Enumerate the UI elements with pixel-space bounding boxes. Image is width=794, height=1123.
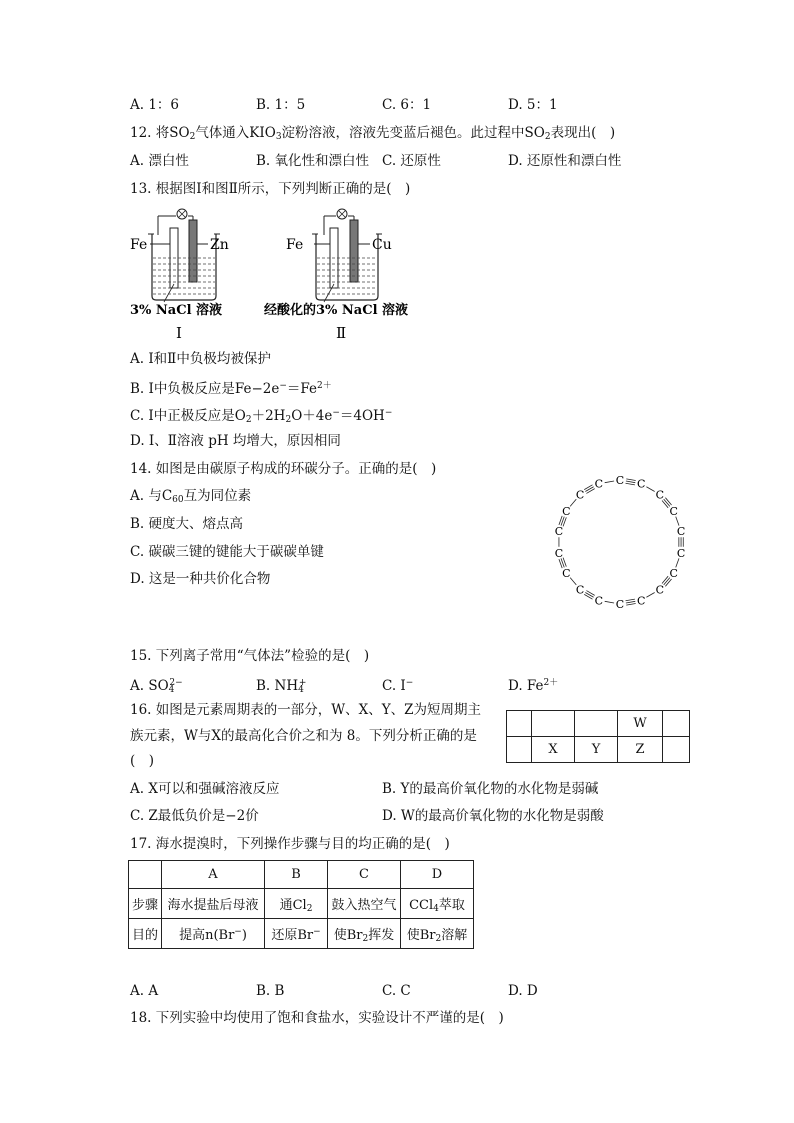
carbon-atom-label: C: [655, 488, 665, 502]
triple-bond: [626, 599, 635, 601]
q17-option-c: C. C: [382, 983, 411, 999]
single-bond: [605, 601, 614, 603]
carbon-atom-label: C: [554, 546, 564, 560]
q12-option-a: A. 漂白性: [130, 153, 189, 169]
periodic-table-fragment: [506, 710, 690, 763]
cell-diagram-1: [130, 209, 229, 342]
q11-option-d: D. 5：1: [508, 97, 558, 113]
electrode-label: Cu: [372, 237, 392, 253]
triple-bond: [662, 576, 668, 583]
q13-option-b: B. Ⅰ中负极反应是$Fe-2e^-=Fe^{2+}$: [130, 381, 332, 397]
table-header-cell: C: [328, 861, 401, 889]
q15-option-d: D. $Fe^{2+}$: [508, 678, 559, 694]
q12-option-c: C. 还原性: [382, 153, 441, 169]
triple-bond: [626, 603, 635, 605]
triple-bond: [665, 579, 671, 586]
carbon-atom-label: C: [575, 488, 585, 502]
q16-stem-line-3: ( ): [130, 753, 155, 769]
carbon-atom-label: C: [575, 583, 585, 597]
table-cell: [507, 711, 532, 737]
table-cell: [663, 711, 690, 737]
carbon-atom-label: C: [669, 505, 678, 518]
table-cell: 使$Br_2$挥发: [328, 919, 401, 949]
table-cell: 还原Br−: [265, 919, 328, 949]
carbon-atom-label: C: [562, 505, 571, 518]
table-cell: 提高n(Br−): [162, 919, 265, 949]
carbon-atom-label: C: [655, 583, 665, 597]
triple-bond: [584, 485, 592, 490]
table-cell: Y: [575, 737, 618, 763]
q15-stem: 15. 下列离子常用“气体法”检验的是( ): [130, 648, 370, 664]
triple-bond: [586, 489, 594, 494]
table-header-cell: B: [265, 861, 328, 889]
q16-option-d: D. W的最高价氧化物的水化物是弱酸: [382, 808, 604, 824]
figure-number: Ⅰ: [176, 324, 182, 342]
q12-option-b: B. 氧化性和漂白性: [256, 153, 370, 169]
cell-diagram-2: [264, 209, 408, 342]
carbon-atom-label: C: [669, 567, 678, 580]
q15-option-a: A. $SO_4^{2-}$: [130, 678, 183, 695]
table-cell: X: [532, 737, 575, 763]
single-bond: [646, 592, 654, 597]
carbon-atom-label: C: [562, 567, 571, 580]
q14-option-b: B. 硬度大、熔点高: [130, 516, 244, 532]
table-cell: Z: [618, 737, 663, 763]
table-header-cell: [129, 861, 162, 889]
triple-bond: [585, 592, 593, 597]
electrode-label: Fe: [286, 237, 304, 253]
q11-option-a: A. 1：6: [130, 97, 180, 113]
triple-bond: [626, 481, 635, 483]
electrode-label: Fe: [130, 237, 148, 253]
q15-option-c: C. I−: [382, 678, 414, 694]
triple-bond: [586, 591, 594, 596]
q14-stem: 14. 如图是由碳原子构成的环碳分子。正确的是( ): [130, 461, 437, 477]
triple-bond: [626, 601, 635, 603]
table-header-cell: A: [162, 861, 265, 889]
single-bond: [646, 487, 654, 492]
triple-bond: [585, 487, 593, 492]
q17-table: [128, 860, 474, 949]
q17-stem: 17. 海水提溴时，下列操作步骤与目的均正确的是( ): [130, 836, 450, 852]
q14-option-d: D. 这是一种共价化合物: [130, 571, 271, 587]
carbon-atom-label: C: [676, 546, 686, 560]
q13-option-c: C. Ⅰ中正极反应是$O_2+2H_2O+4e^-=4OH^-$: [130, 408, 393, 425]
solution-label: 经酸化的3% NaCl 溶液: [264, 303, 409, 318]
single-bond: [605, 481, 614, 483]
q17-option-a: A. A: [130, 983, 159, 999]
q14-option-c: C. 碳碳三键的键能大于碳碳单键: [130, 544, 324, 560]
electrode-label: Zn: [210, 237, 229, 253]
q13-option-a: A. Ⅰ和Ⅱ中负极均被保护: [130, 351, 271, 367]
carbon-atom-label: C: [594, 477, 604, 491]
table-cell: [575, 711, 618, 737]
carbon-atom-label: C: [676, 525, 686, 539]
q18-stem: 18. 下列实验中均使用了饱和食盐水，实验设计不严谨的是( ): [130, 1010, 504, 1026]
q12-option-d: D. 还原性和漂白性: [508, 153, 622, 169]
q16-option-b: B. Y的最高价氧化物的水化物是弱碱: [382, 781, 599, 797]
q16-stem-line-2: 族元素，W与X的最高化合价之和为 8。下列分析正确的是: [130, 728, 477, 744]
triple-bond: [662, 501, 668, 508]
carbon-atom-label: C: [615, 598, 625, 611]
carbon-atom-label: C: [594, 594, 604, 608]
table-cell: 通$Cl_2$: [265, 889, 328, 919]
figure-number: Ⅱ: [336, 324, 347, 342]
table-cell: CCl$_4$萃取: [401, 889, 474, 919]
cyclocarbon-ring-diagram: [540, 462, 700, 622]
q14-option-a: A. 与$C_{60}$互为同位素: [130, 488, 252, 505]
table-cell: [532, 711, 575, 737]
table-header-cell: D: [401, 861, 474, 889]
table-cell: 海水提盐后母液: [162, 889, 265, 919]
carbon-atom-label: C: [636, 594, 646, 608]
carbon-atom-label: C: [636, 477, 646, 491]
q13-cell-figures: [128, 200, 438, 350]
carbon-atom-label: C: [615, 474, 625, 487]
solution-label: 3% NaCl 溶液: [130, 303, 223, 318]
triple-bond: [665, 498, 671, 505]
q13-stem: 13. 根据图Ⅰ和图Ⅱ所示，下列判断正确的是( ): [130, 181, 411, 197]
table-cell: W: [618, 711, 663, 737]
q11-option-c: C. 6：1: [382, 97, 432, 113]
table-row-label: 步骤: [129, 889, 162, 919]
table-row-label: 目的: [129, 919, 162, 949]
carbon-atom-label: C: [554, 525, 564, 539]
q16-option-c: C. Z最低负价是−2价: [130, 808, 259, 824]
q17-option-b: B. B: [256, 983, 285, 999]
table-cell: [507, 737, 532, 763]
q16-stem-line-1: 16. 如图是元素周期表的一部分，W、X、Y、Z为短周期主: [130, 702, 482, 718]
table-cell: [663, 737, 690, 763]
q12-stem: 12. 将$SO_2$气体通入$KIO_3$淀粉溶液，溶液先变蓝后褪色。此过程中$SO_2$表现出( ): [130, 125, 616, 142]
table-cell: 使$Br_2$溶解: [401, 919, 474, 949]
q13-option-d: D. Ⅰ、Ⅱ溶液 pH 均增大，原因相同: [130, 433, 341, 449]
table-cell: 鼓入热空气: [328, 889, 401, 919]
triple-bond: [584, 594, 592, 599]
triple-bond: [626, 479, 635, 481]
triple-bond: [626, 483, 635, 485]
q16-option-a: A. X可以和强碱溶液反应: [130, 781, 280, 797]
q17-option-d: D. D: [508, 983, 538, 999]
q15-option-b: B. $NH_4^+$: [256, 678, 307, 695]
q11-option-b: B. 1：5: [256, 97, 306, 113]
